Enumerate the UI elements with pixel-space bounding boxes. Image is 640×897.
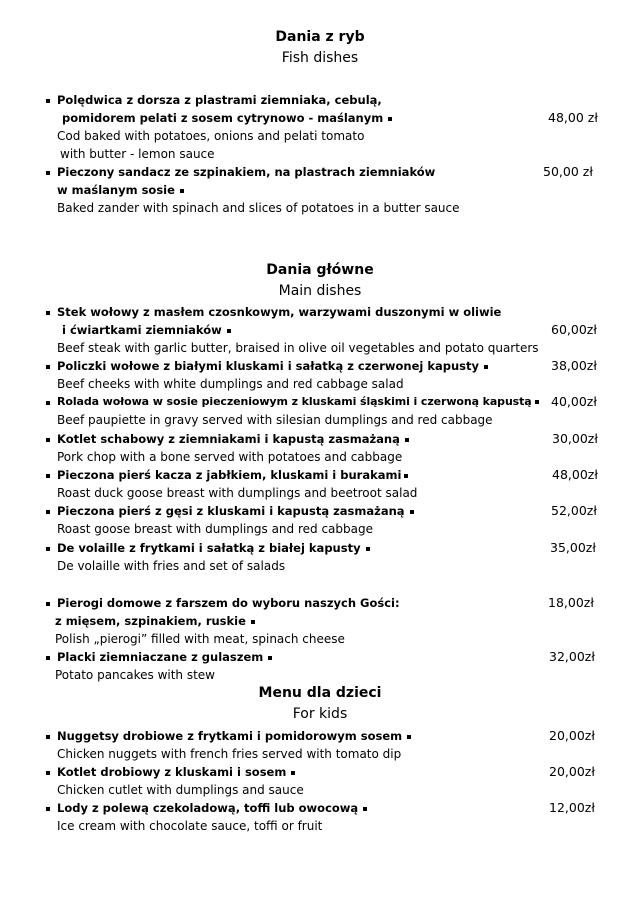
bullet-icon: [46, 771, 50, 775]
bullet-icon: [46, 735, 50, 739]
item-price: 18,00zł: [548, 595, 594, 610]
item-price: 50,00 zł: [543, 164, 593, 179]
bullet-icon: [363, 807, 367, 811]
item-name-pl: Kotlet drobiowy z kluskami i sosem: [57, 763, 295, 781]
bullet-icon: [46, 311, 50, 315]
bullet-icon: [407, 735, 411, 739]
bullet-icon: [366, 547, 370, 551]
item-price: 12,00zł: [549, 800, 595, 815]
item-name-en: Chicken cutlet with dumplings and sauce: [57, 783, 304, 797]
item-name-pl: Nuggetsy drobiowe z frytkami i pomidorowym sosem: [57, 727, 411, 745]
bullet-icon: [251, 620, 255, 624]
section-subtitle-kids: For kids: [292, 706, 348, 722]
section-title-fish: Dania z ryb: [275, 29, 365, 45]
item-name-pl: De volaille z frytkami i sałatką z białej kapusty: [57, 539, 370, 557]
bullet-icon: [46, 807, 50, 811]
bullet-icon: [46, 474, 50, 478]
section-subtitle-fish: Fish dishes: [281, 50, 359, 66]
item-name-pl-cont: z mięsem, szpinakiem, ruskie: [55, 612, 255, 630]
bullet-icon: [405, 438, 409, 442]
item-name-en: Chicken nuggets with french fries served with tomato dip: [57, 747, 402, 761]
bullet-icon: [410, 510, 414, 514]
bullet-icon: [46, 547, 50, 551]
item-name-en: Ice cream with chocolate sauce, toffi or fruit: [57, 819, 323, 833]
bullet-icon: [46, 171, 50, 175]
item-name-pl: Stek wołowy z masłem czosnkowym, warzywami duszonymi w oliwie: [57, 305, 502, 319]
item-name-en: Beef paupiette in gravy served with silesian dumplings and red cabbage: [57, 413, 493, 427]
item-price: 35,00zł: [550, 540, 596, 555]
item-price: 20,00zł: [549, 764, 595, 779]
item-name-pl-cont: pomidorem pelati z sosem cytrynowo - maślanym: [62, 109, 392, 127]
item-name-en: Roast duck goose breast with dumplings and beetroot salad: [57, 486, 418, 500]
item-price: 60,00zł: [551, 322, 597, 337]
item-name-pl: Kotlet schabowy z ziemniakami i kapustą zasmażaną: [57, 430, 409, 448]
item-name-pl-cont: i ćwiartkami ziemniaków: [62, 321, 231, 339]
item-name-pl: Pieczony sandacz ze szpinakiem, na plastrach ziemniaków: [57, 165, 436, 179]
item-price: 32,00zł: [549, 649, 595, 664]
item-name-pl: Placki ziemniaczane z gulaszem: [57, 648, 272, 666]
item-name-en: Potato pancakes with stew: [55, 668, 215, 682]
item-price: 20,00zł: [549, 728, 595, 743]
item-name-en: Beef cheeks with white dumplings and red cabbage salad: [57, 377, 404, 391]
bullet-icon: [46, 602, 50, 606]
item-name-pl: Pieczona pierś kacza z jabłkiem, kluskami i burakami: [57, 466, 408, 484]
item-price: 48,00 zł: [548, 110, 598, 125]
item-name-en-cont: with butter - lemon sauce: [60, 147, 215, 161]
item-name-en: De volaille with fries and set of salads: [57, 559, 286, 573]
item-price: 40,00zł: [551, 394, 597, 409]
item-name-en: Beef steak with garlic butter, braised in olive oil vegetables and potato quarters: [57, 341, 539, 355]
bullet-icon: [46, 365, 50, 369]
bullet-icon: [46, 99, 50, 103]
bullet-icon: [180, 189, 184, 193]
item-name-en: Roast goose breast with dumplings and red cabbage: [57, 522, 373, 536]
item-name-pl-cont: w maślanym sosie: [57, 181, 184, 199]
bullet-icon: [484, 365, 488, 369]
section-subtitle-main: Main dishes: [278, 283, 362, 299]
item-price: 38,00zł: [551, 358, 597, 373]
bullet-icon: [291, 771, 295, 775]
bullet-icon: [388, 117, 392, 121]
item-name-pl: Rolada wołowa w sosie pieczeniowym z kluskami śląskimi i czerwoną kapustą: [57, 393, 539, 411]
bullet-icon: [46, 656, 50, 660]
item-name-en: Baked zander with spinach and slices of potatoes in a butter sauce: [57, 201, 460, 215]
item-name-pl: Policzki wołowe z białymi kluskami i sałatką z czerwonej kapusty: [57, 357, 488, 375]
item-name-en: Polish „pierogi” filled with meat, spinach cheese: [55, 632, 345, 646]
bullet-icon: [227, 329, 231, 333]
section-title-main: Dania główne: [266, 262, 374, 278]
section-title-kids: Menu dla dzieci: [258, 685, 382, 701]
bullet-icon: [268, 656, 272, 660]
item-name-en: Pork chop with a bone served with potatoes and cabbage: [57, 450, 403, 464]
item-price: 52,00zł: [551, 503, 597, 518]
bullet-icon: [535, 400, 539, 404]
bullet-icon: [46, 438, 50, 442]
item-name-en: Cod baked with potatoes, onions and pelati tomato: [57, 129, 365, 143]
bullet-icon: [404, 474, 408, 478]
bullet-icon: [46, 401, 50, 405]
item-name-pl: Lody z polewą czekoladową, toffi lub owocową: [57, 799, 367, 817]
item-name-pl: Pieczona pierś z gęsi z kluskami i kapustą zasmażaną: [57, 502, 414, 520]
item-price: 30,00zł: [552, 431, 598, 446]
item-name-pl: Pierogi domowe z farszem do wyboru naszych Gości:: [57, 596, 400, 610]
bullet-icon: [46, 510, 50, 514]
item-price: 48,00zł: [552, 467, 598, 482]
item-name-pl: Polędwica z dorsza z plastrami ziemniaka, cebulą,: [57, 93, 382, 107]
